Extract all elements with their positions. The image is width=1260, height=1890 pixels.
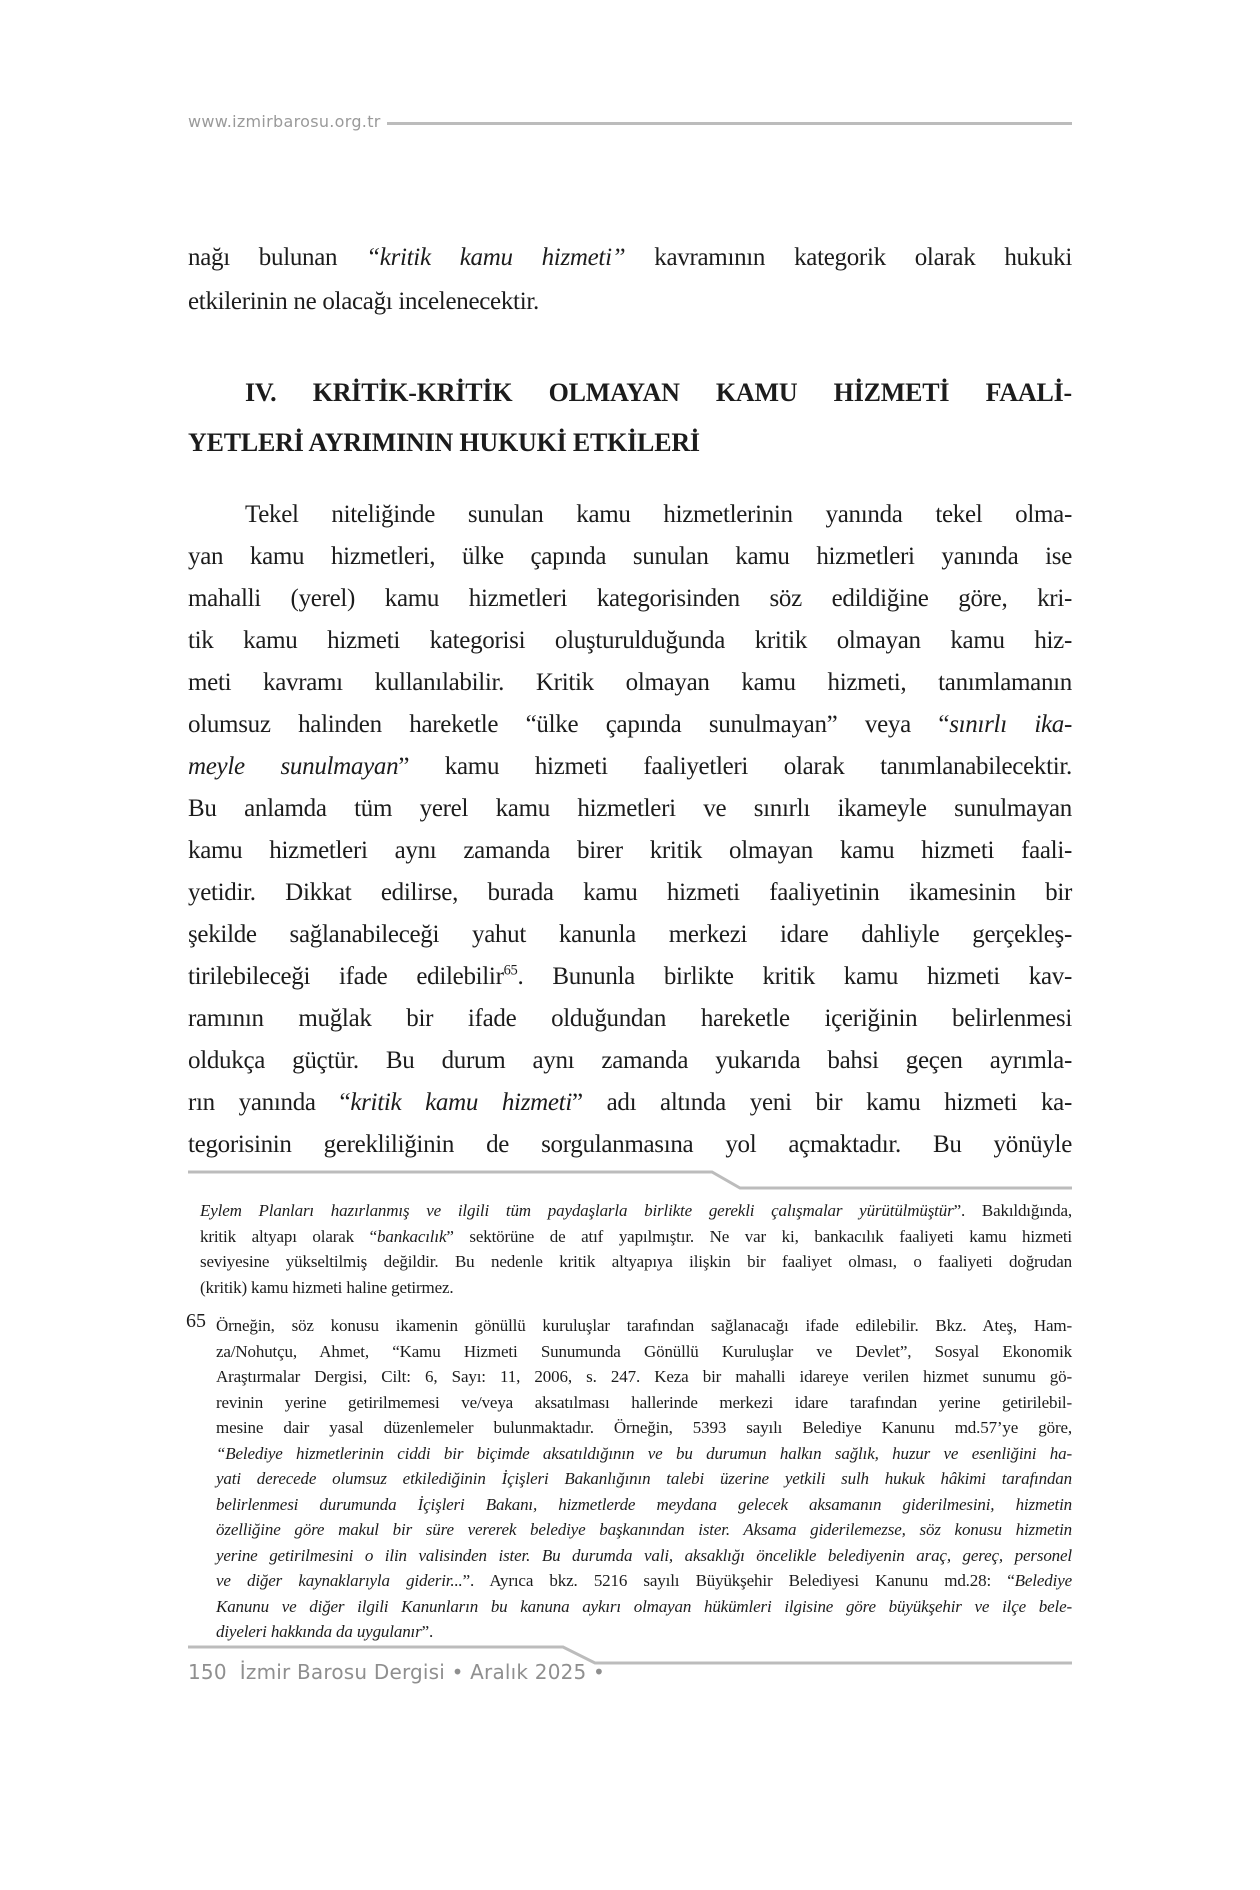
text-line: kamu hizmetleri aynı zamanda birer kritik olmayan kamu hizmeti faali-	[188, 837, 1072, 864]
footnote-65-text	[216, 1313, 1072, 1645]
text-line: Araştırmalar Dergisi, Cilt: 6, Sayı: 11, 2006, s. 247. Keza bir mahalli idareye verilen hizmet sunumu gö-	[216, 1367, 1072, 1386]
section-heading	[188, 368, 1072, 468]
header-url: www.izmirbarosu.org.tr	[188, 112, 381, 131]
text-line: Bu anlamda tüm yerel kamu hizmetleri ve sınırlı ikameyle sunulmayan	[188, 795, 1072, 822]
text-line: özelliğine göre makul bir süre vererek belediye başkanından ister. Aksama giderilemezse, söz konusu hizmetin	[216, 1520, 1072, 1539]
footer-page-number: 150	[188, 1660, 227, 1684]
text-line: yerine getirilmesini o ilin valisinden ister. Bu durumda vali, aksaklığı öncelikle belediyenin araç, gereç, personel	[216, 1545, 1072, 1565]
text-line: tirilebileceği ifade edilebilir$^{65}$. Bununla birlikte kritik kamu hizmeti kav-	[188, 962, 1072, 990]
text-line: Tekel niteliğinde sunulan kamu hizmetlerinin yanında tekel olma-	[245, 501, 1072, 528]
footer-journal-info: İzmir Barosu Dergisi • Aralık 2025 •	[239, 1660, 606, 1684]
footnote-continuation	[200, 1198, 1072, 1300]
text-line: Kanunu ve diğer ilgili Kanunların bu kanuna aykırı olmayan hükümleri ilgisine göre büyükşehir ve ilçe bele-	[216, 1596, 1072, 1616]
text-line: yetidir. Dikkat edilirse, burada kamu hizmeti faaliyetinin ikamesinin bir	[188, 879, 1072, 906]
text-line: meti kavramı kullanılabilir. Kritik olmayan kamu hizmeti, tanımlamanın	[188, 669, 1072, 696]
text-line: Eylem Planları hazırlanmış ve ilgili tüm paydaşlarla birlikte gerekli çalışmalar yürütülmüştür”. Bakıldığında,	[200, 1201, 1073, 1220]
text-line: diyeleri hakkında da uygulanır”.	[216, 1622, 434, 1641]
text-line: meyle sunulmayan” kamu hizmeti faaliyetleri olarak tanımlanabilecektir.	[188, 753, 1072, 780]
text-line: yati derecede olumsuz etkilediğinin İçişleri Bakanlığının talebi üzerine yetkili sulh hukuk hâkimi tarafından	[216, 1469, 1072, 1488]
intro-paragraph	[188, 236, 1072, 324]
text-line: olumsuz halinden hareketle “ülke çapında sunulmayan” veya “sınırlı ika-	[188, 711, 1072, 738]
text-line: yan kamu hizmetleri, ülke çapında sunulan kamu hizmetleri yanında ise	[188, 543, 1072, 570]
text-line: tegorisinin gerekliliğinin de sorgulanmasına yol açmaktadır. Bu yönüyle	[188, 1131, 1072, 1158]
text-line: IV. KRİTİK-KRİTİK OLMAYAN KAMU HİZMETİ FAALİ-	[245, 378, 1072, 407]
footnote-ref: 65	[503, 962, 518, 979]
text-line: za/Nohutçu, Ahmet, “Kamu Hizmeti Sunumunda Gönüllü Kuruluşlar ve Devlet”, Sosyal Ekonomik	[216, 1341, 1072, 1361]
text-line: “Belediye hizmetlerinin ciddi bir biçimde aksatıldığının ve bu durumun halkın sağlık, huzur ve esenliğini ha-	[216, 1443, 1072, 1463]
text-line: seviyesine yükseltilmiş değildir. Bu nedenle kritik altyapıya ilişkin bir faaliyet olması, o faaliyeti doğrudan	[200, 1252, 1072, 1271]
text-line: rın yanında “kritik kamu hizmeti” adı altında yeni bir kamu hizmeti ka-	[188, 1089, 1072, 1116]
text-line: şekilde sağlanabileceği yahut kanunla merkezi idare dahliyle gerçekleş-	[188, 921, 1072, 948]
footnote-separator	[188, 1168, 1072, 1194]
footnote-65	[186, 1310, 1072, 1645]
text-line: nağı bulunan “kritik kamu hizmeti” kavramının kategorik olarak hukuki	[188, 244, 1072, 271]
text-line: etkilerinin ne olacağı incelenecektir.	[188, 288, 539, 315]
text-line: mesine dair yasal düzenlemeler bulunmaktadır. Örneğin, 5393 sayılı Belediye Kanunu md.57’ye göre,	[216, 1418, 1072, 1437]
text-line: tik kamu hizmeti kategorisi oluşturulduğunda kritik olmayan kamu hiz-	[188, 627, 1072, 654]
text-line: (kritik) kamu hizmeti haline getirmez.	[200, 1277, 454, 1297]
text-line: mahalli (yerel) kamu hizmetleri kategorisinden söz edildiğine göre, kri-	[188, 585, 1072, 612]
main-paragraph	[188, 494, 1072, 1166]
text-line: YETLERİ AYRIMININ HUKUKİ ETKİLERİ	[188, 428, 700, 457]
page-footer	[188, 1660, 605, 1684]
text-line: Örneğin, söz konusu ikamenin gönüllü kuruluşlar tarafından sağlanacağı ifade edilebilir. Bkz. Ateş, Ham-	[216, 1316, 1072, 1335]
text-line: oldukça güçtür. Bu durum aynı zamanda yukarıda bahsi geçen ayrımla-	[188, 1047, 1072, 1074]
footnote-65-marker: 65	[186, 1310, 206, 1332]
text-line: revinin yerine getirilmemesi ve/veya aksatılması hallerinde merkezi idare tarafından yerine getirilebil-	[216, 1392, 1072, 1412]
text-line: ramının muğlak bir ifade olduğundan hareketle içeriğinin belirlenmesi	[188, 1005, 1072, 1032]
page-header	[188, 112, 1072, 131]
text-line: belirlenmesi durumunda İçişleri Bakanı, hizmetlerde meydana gelecek aksamanın giderilmesini, hizmetin	[216, 1494, 1072, 1514]
text-line: kritik altyapı olarak “bankacılık” sektörüne de atıf yapılmıştır. Ne var ki, bankacılık faaliyeti kamu hizmeti	[200, 1226, 1072, 1246]
text-line: ve diğer kaynaklarıyla giderir...”. Ayrıca bkz. 5216 sayılı Büyükşehir Belediyesi Kanunu md.28: “Belediye	[216, 1571, 1072, 1590]
header-rule	[387, 122, 1072, 125]
